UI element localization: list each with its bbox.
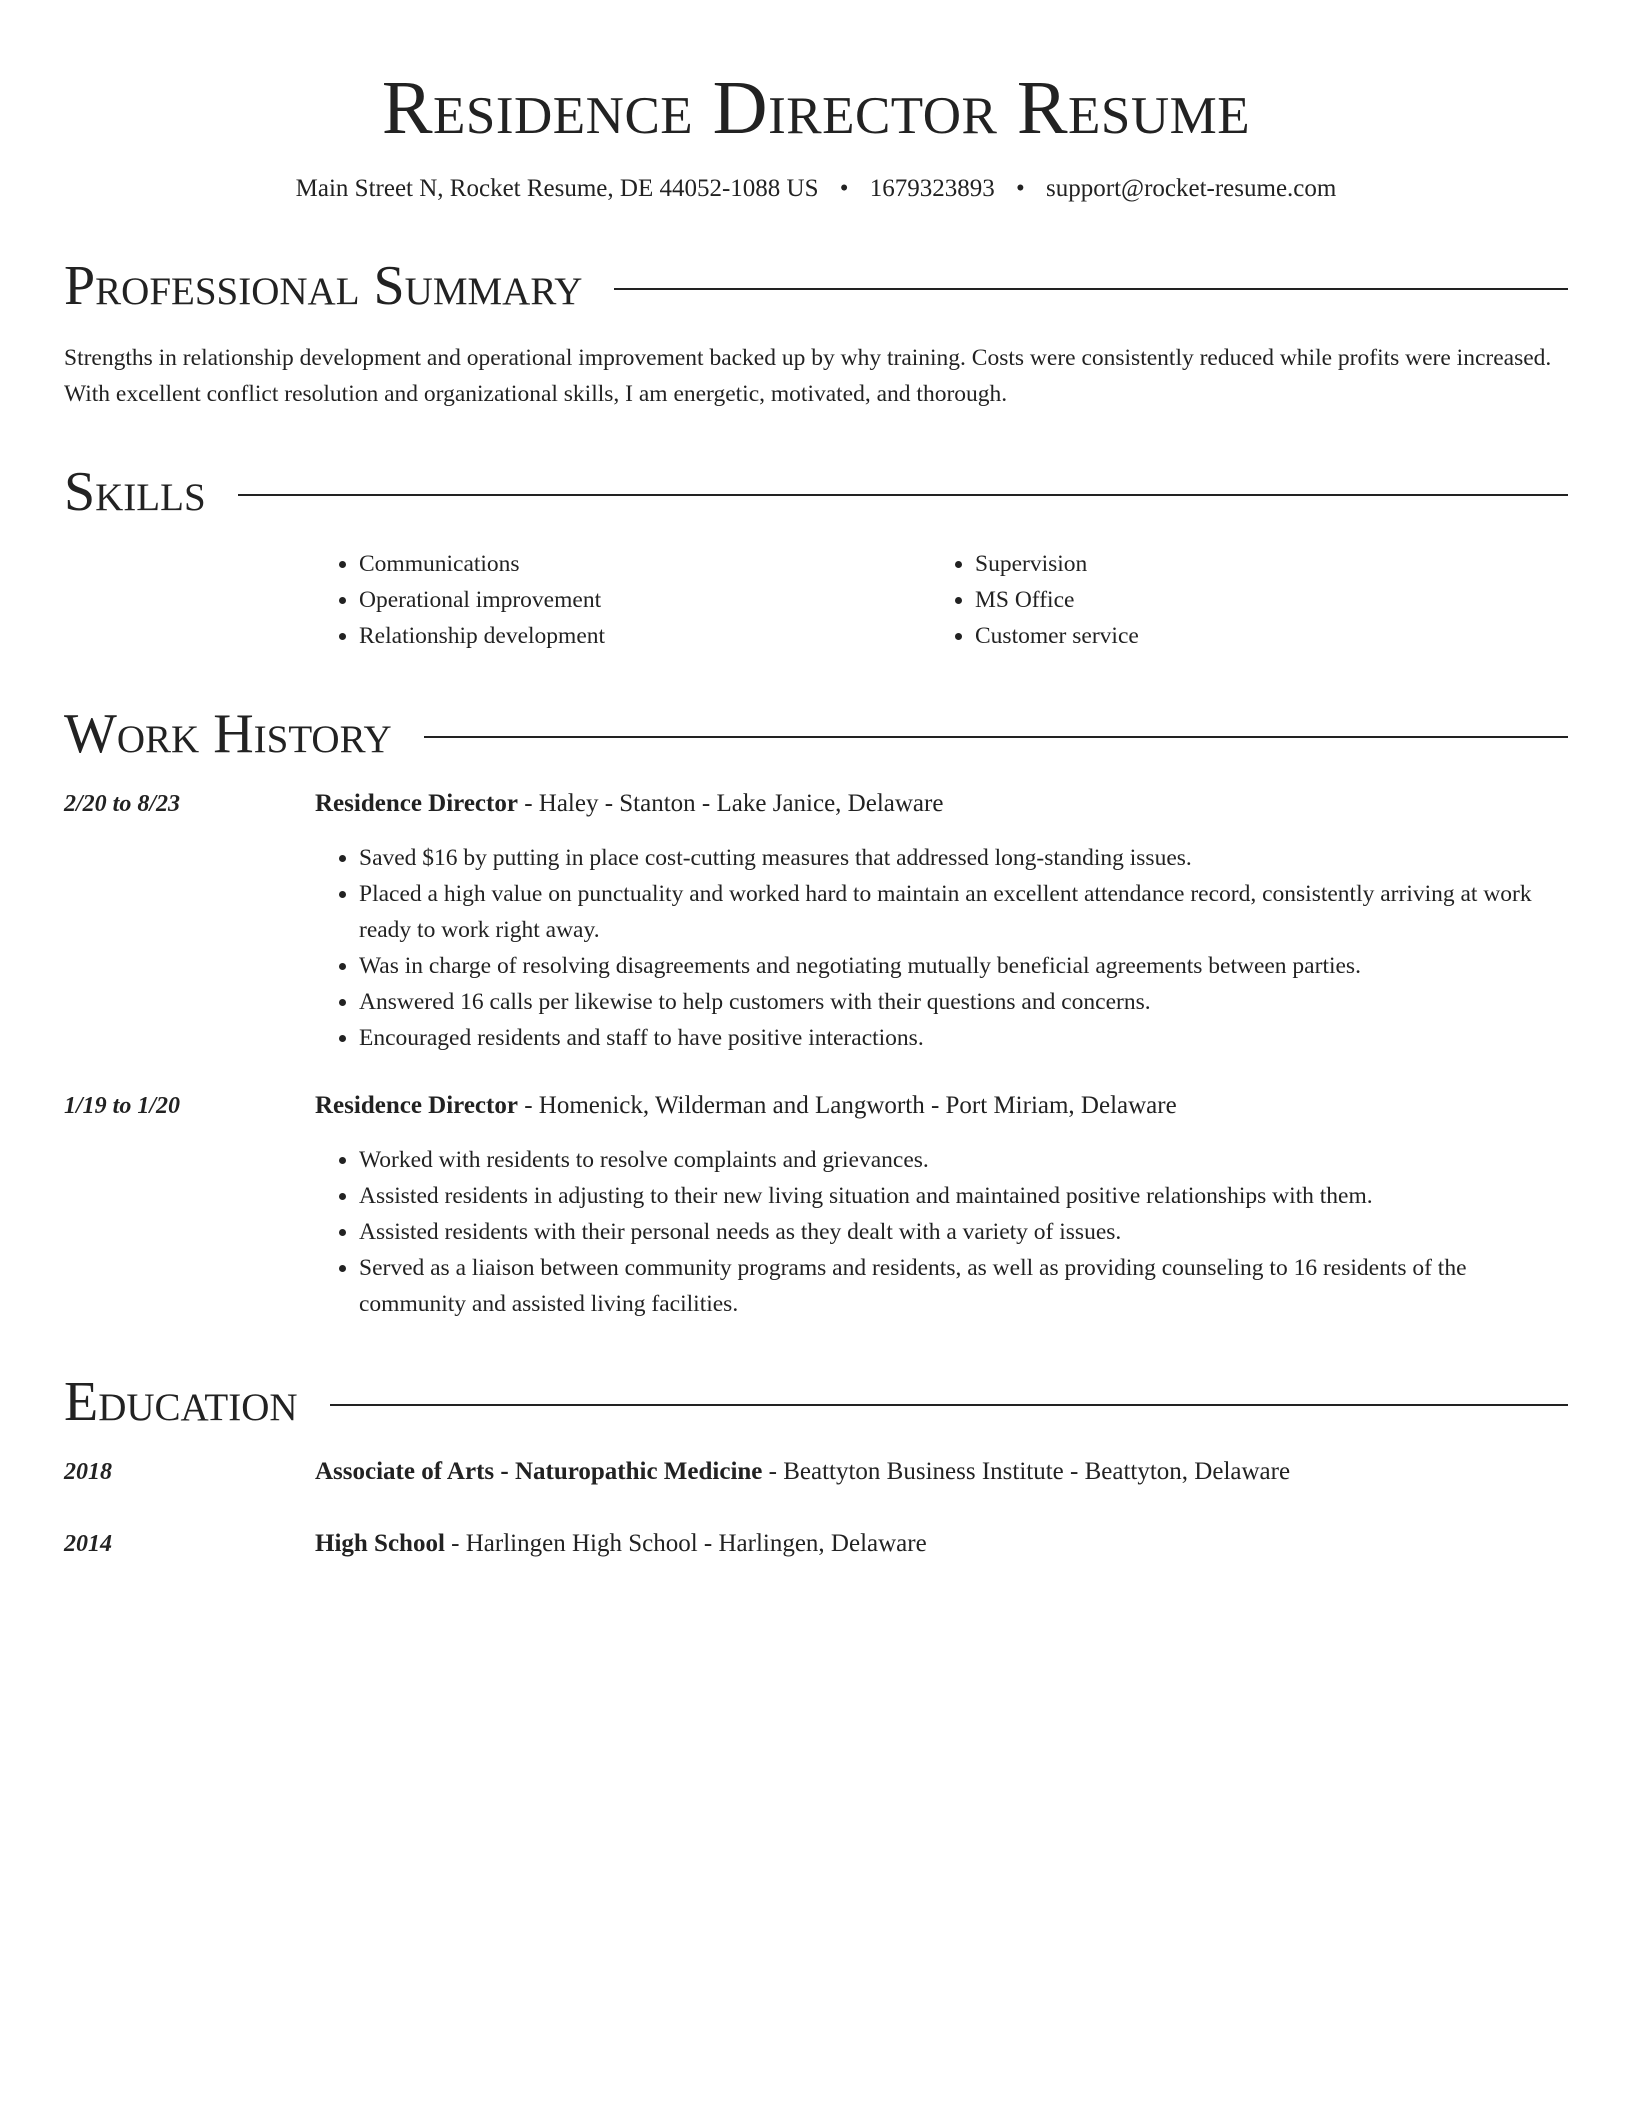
- work-entry-date: 1/19 to 1/20: [64, 1093, 181, 1119]
- work-entry-details: - Haley - Stanton - Lake Janice, Delaware: [517, 790, 944, 817]
- education-section-header: [64, 1370, 1568, 1434]
- skills-heading: Skills: [64, 461, 206, 523]
- summary-section-header: [64, 254, 1568, 318]
- work-bullet: • Encouraged residents and staff to have positive interactions.: [359, 1020, 1568, 1056]
- contact-address: Main Street N, Rocket Resume, DE 44052-1088 US: [295, 175, 819, 202]
- skill-item: • MS Office: [975, 582, 1547, 618]
- work-entry-bullets: [315, 1142, 1568, 1322]
- skills-section-header: [64, 460, 1568, 524]
- education-entry-heading: [315, 1454, 1290, 1490]
- contact-separator: •: [839, 175, 849, 202]
- work-entry-bullets: [315, 840, 1568, 1056]
- skill-item: • Supervision: [975, 546, 1547, 582]
- work-entry-date: 2/20 to 8/23: [64, 791, 181, 817]
- education-heading: Education: [64, 1371, 298, 1433]
- skills-column-left: [315, 546, 931, 654]
- skill-item: • Relationship development: [359, 618, 931, 654]
- resume-title: Residence Director Resume: [381, 66, 1251, 150]
- work-entry: [64, 786, 1568, 1056]
- work-heading: Work History: [64, 703, 392, 765]
- education-entry: [64, 1454, 1568, 1490]
- work-entry-heading: [315, 1088, 1177, 1124]
- education-entry: [64, 1526, 1568, 1562]
- work-bullet: • Was in charge of resolving disagreements and negotiating mutually beneficial agreements between parties.: [359, 948, 1568, 984]
- work-section-header: [64, 702, 1568, 766]
- section-divider: [424, 736, 1568, 738]
- work-bullet: • Served as a liaison between community programs and residents, as well as providing counseling to 16 residents of the community and assisted living facilities.: [359, 1250, 1568, 1322]
- work-bullet: • Assisted residents in adjusting to their new living situation and maintained positive relationships with them.: [359, 1178, 1568, 1214]
- education-entry-heading: [315, 1526, 927, 1562]
- work-entry: [64, 1088, 1568, 1322]
- education-entry-date: 2018: [64, 1459, 112, 1485]
- skill-item: • Customer service: [975, 618, 1547, 654]
- work-bullet: • Worked with residents to resolve complaints and grievances.: [359, 1142, 1568, 1178]
- section-divider: [614, 288, 1568, 290]
- section-divider: [330, 1404, 1568, 1406]
- work-bullet: • Placed a high value on punctuality and worked hard to maintain an excellent attendance record, consistently arriving at work ready to work right away.: [359, 876, 1568, 948]
- contact-line: [64, 172, 1568, 206]
- work-entry-heading: [315, 786, 943, 822]
- education-degree: Associate of Arts - Naturopathic Medicine: [315, 1458, 763, 1485]
- work-entry-role: Residence Director: [315, 790, 518, 817]
- skills-column-right: [931, 546, 1547, 654]
- skill-item: • Operational improvement: [359, 582, 931, 618]
- summary-heading: Professional Summary: [64, 255, 583, 317]
- skills-list: [315, 546, 1568, 654]
- education-degree: High School: [315, 1530, 445, 1557]
- education-details: - Harlingen High School - Harlingen, Delaware: [444, 1530, 927, 1557]
- skill-item: • Communications: [359, 546, 931, 582]
- education-details: - Beattyton Business Institute - Beattyton, Delaware: [762, 1458, 1291, 1485]
- work-entry-details: - Homenick, Wilderman and Langworth - Port Miriam, Delaware: [517, 1092, 1177, 1119]
- contact-separator: •: [1016, 175, 1025, 202]
- work-bullet: • Assisted residents with their personal needs as they dealt with a variety of issues.: [359, 1214, 1568, 1250]
- section-divider: [238, 494, 1568, 496]
- contact-email: support@rocket-resume.com: [1046, 175, 1337, 202]
- work-bullet: • Saved $16 by putting in place cost-cutting measures that addressed long-standing issues.: [359, 840, 1568, 876]
- work-bullet: • Answered 16 calls per likewise to help customers with their questions and concerns.: [359, 984, 1568, 1020]
- education-entry-date: 2014: [64, 1531, 112, 1557]
- work-entry-role: Residence Director: [315, 1092, 518, 1119]
- summary-text: Strengths in relationship development and operational improvement backed up by why training. Costs were consistently reduced while profits were increased. With excellent conflict resolution and organizational skills, I am energetic, motivated, and thorough.: [64, 345, 1552, 407]
- contact-phone: 1679323893: [869, 175, 995, 202]
